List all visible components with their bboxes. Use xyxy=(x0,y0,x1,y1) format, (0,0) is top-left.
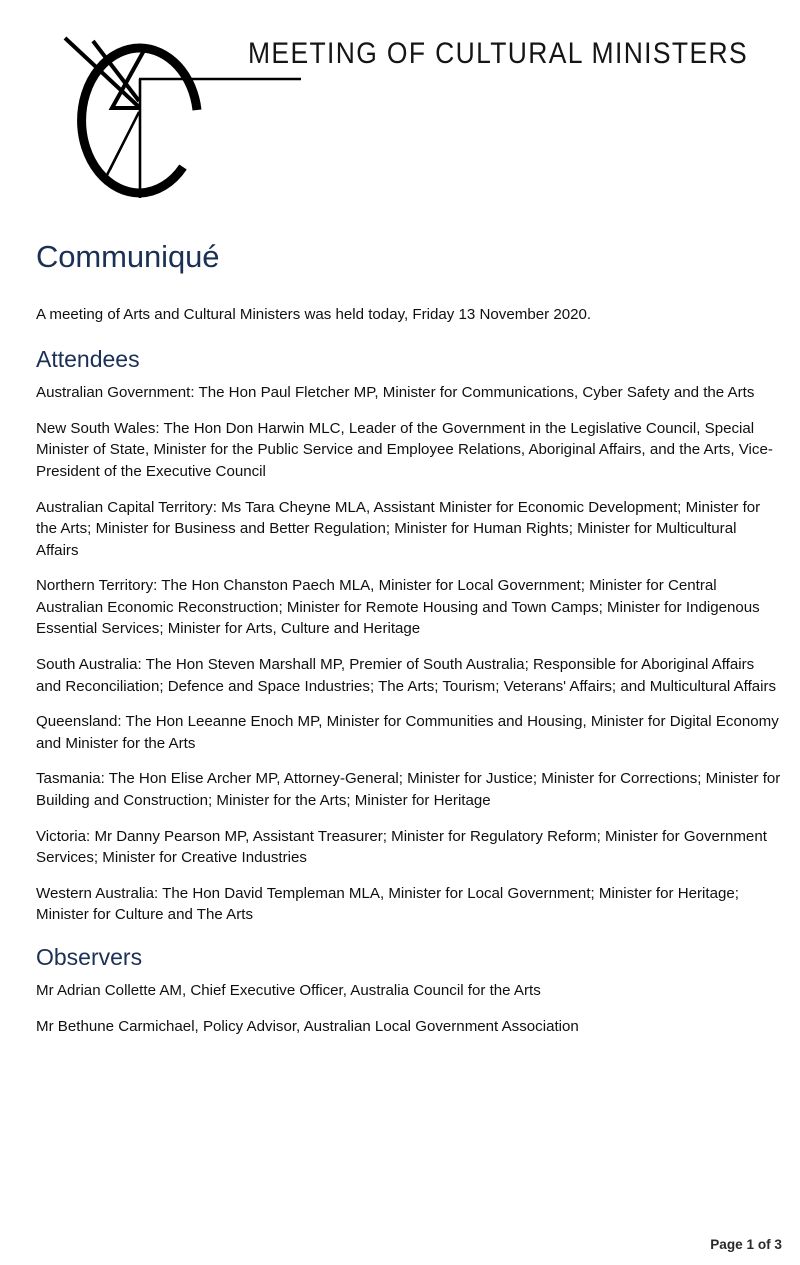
observer-paragraph: Mr Bethune Carmichael, Policy Advisor, Australian Local Government Association xyxy=(36,1018,579,1036)
document-body xyxy=(36,240,782,1052)
document-masthead xyxy=(0,0,800,215)
attendee-paragraph: Northern Territory: The Hon Chanston Paech MLA, Minister for Local Government; Minister for Central Australian Economic Reconstruction; Minister for Remote Housing and Town Camps; Minister for Indigenous Essential Services; Minister for Arts, Culture and Heritage xyxy=(36,577,760,638)
attendee-paragraph: South Australia: The Hon Steven Marshall MP, Premier of South Australia; Responsible for Aboriginal Affairs and Reconciliation; Defence and Space Industries; The Arts; Tourism; Veterans' Affairs; and Multicultural Affairs xyxy=(36,656,777,695)
attendee-paragraph: Western Australia: The Hon David Templeman MLA, Minister for Local Government; Minister for Heritage; Minister for Culture and The Arts xyxy=(36,884,739,924)
logo-arc-bottom-right xyxy=(140,167,183,193)
attendee-paragraph: Australian Capital Territory: Ms Tara Cheyne MLA, Assistant Minister for Economic Development; Minister for the Arts; Minister for Business and Better Regulation; Minister for Human Rights; Minister for Multicultural Affairs xyxy=(36,498,761,559)
attendee-paragraph: Victoria: Mr Danny Pearson MP, Assistant Treasurer; Minister for Regulatory Reform; Minister for Government Services; Minister for Creative Industries xyxy=(36,827,767,867)
masthead-title: MEETING OF CULTURAL MINISTERS xyxy=(248,36,748,70)
section-heading-attendees: Attendees xyxy=(36,345,140,372)
attendee-paragraph: New South Wales: The Hon Don Harwin MLC, Leader of the Government in the Legislative Council, Special Minister of State, Minister for the Public Service and Employee Relations, Aboriginal Affairs, and the Arts, Vice-President of the Executive Council xyxy=(36,419,773,480)
lead-paragraph: A meeting of Arts and Cultural Ministers was held today, Friday 13 November 2020. xyxy=(36,306,592,324)
page-footer xyxy=(36,1236,782,1254)
observer-paragraph: Mr Adrian Collette AM, Chief Executive Officer, Australia Council for the Arts xyxy=(36,982,541,1000)
page-title: Communiqué xyxy=(36,239,220,274)
logo-wedge-lower-2 xyxy=(110,112,139,170)
attendee-paragraph: Queensland: The Hon Leeanne Enoch MP, Minister for Communities and Housing, Minister for Digital Economy and Minister for the Arts xyxy=(36,713,779,752)
section-heading-observers: Observers xyxy=(36,944,143,970)
attendee-paragraph: Tasmania: The Hon Elise Archer MP, Attorney-General; Minister for Justice; Minister for Corrections; Minister for Building and Construction; Minister for the Arts; Minister for Heritage xyxy=(36,770,781,810)
attendee-paragraph: Australian Government: The Hon Paul Fletcher MP, Minister for Communications, Cyber Safety and the Arts xyxy=(36,384,755,402)
page-number: Page 1 of 3 xyxy=(710,1237,782,1252)
